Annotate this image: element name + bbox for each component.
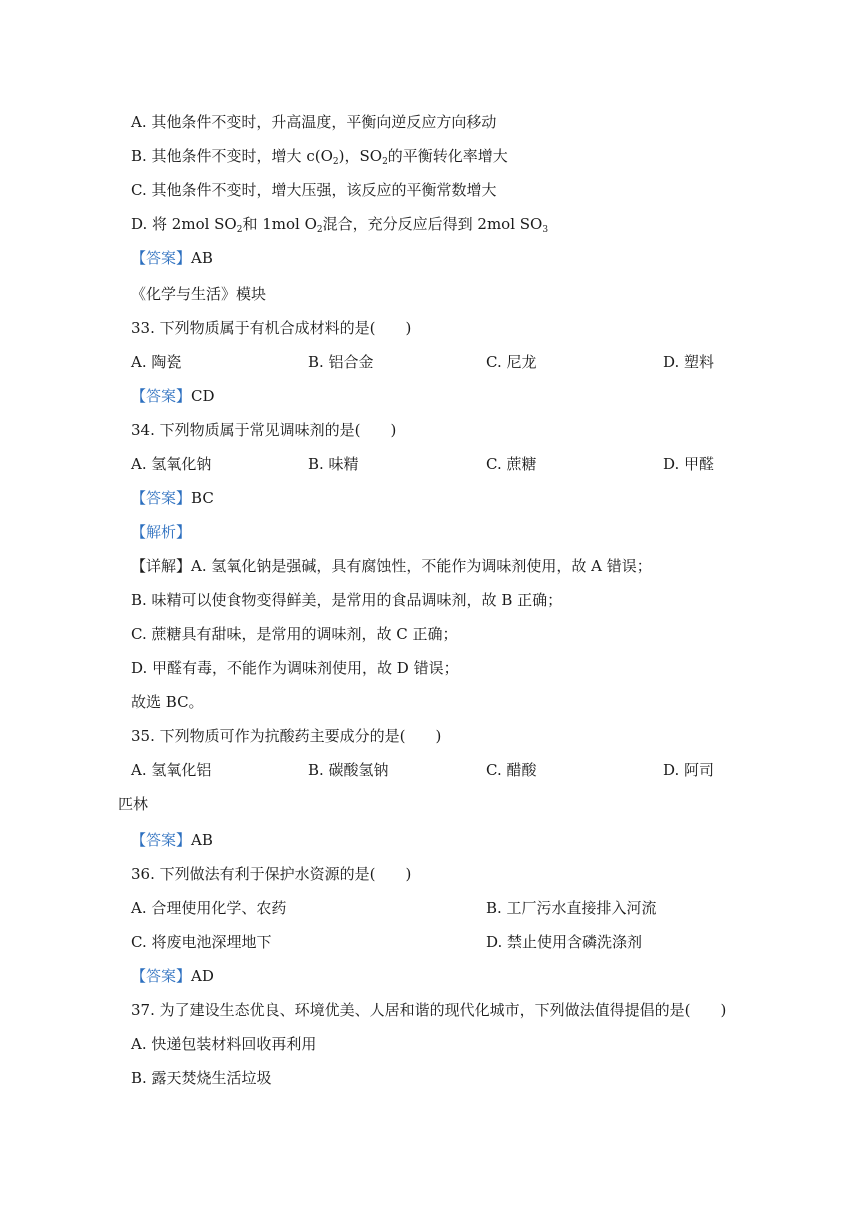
q36-answer: 【答案】AD [131,967,214,985]
q32-option-c: C. 其他条件不变时，增大压强，该反应的平衡常数增大 [131,181,497,199]
q34-stem: 34. 下列物质属于常见调味剂的是( ) [131,421,397,439]
q36-option-b: B. 工厂污水直接排入河流 [486,899,657,917]
q37-option-b: B. 露天焚烧生活垃圾 [131,1069,272,1087]
q34-detail-c: C. 蔗糖具有甜味，是常用的调味剂，故 C 正确； [131,625,458,643]
q34-answer: 【答案】BC [131,489,214,507]
q37-stem: 37. 为了建设生态优良、环境优美、人居和谐的现代化城市，下列做法值得提倡的是( ) [131,1001,727,1019]
q34-option-c: C. 蔗糖 [486,455,537,473]
q36-option-d: D. 禁止使用含磷洗涤剂 [486,933,643,951]
q33-option-b: B. 铝合金 [308,353,374,371]
q36-stem: 36. 下列做法有利于保护水资源的是( ) [131,865,412,883]
q32-option-d: D. 将 2mol $SO_2$和 1mol $O_2$混合，充分反应后得到 2mol $SO_3$ [131,215,549,235]
q35-stem: 35. 下列物质可作为抗酸药主要成分的是( ) [131,727,442,745]
q36-option-c: C. 将废电池深埋地下 [131,933,272,951]
q35-option-d-wrap: 匹林 [118,795,149,813]
q33-option-d: D. 塑料 [663,353,715,371]
q35-answer: 【答案】AB [131,831,213,849]
q34-detail-a: 【详解】A. 氢氧化钠是强碱，具有腐蚀性，不能作为调味剂使用，故 A 错误； [131,557,652,575]
q35-option-d: D. 阿司 [663,761,715,779]
q35-option-c: C. 醋酸 [486,761,537,779]
q35-option-b: B. 碳酸氢钠 [308,761,389,779]
q33-option-c: C. 尼龙 [486,353,537,371]
q32-answer: 【答案】AB [131,249,213,267]
q32-option-a: A. 其他条件不变时，升高温度，平衡向逆反应方向移动 [131,113,497,131]
q34-option-a: A. 氢氧化钠 [131,455,212,473]
q34-detail-b: B. 味精可以使食物变得鲜美，是常用的食品调味剂，故 B 正确； [131,591,563,609]
q34-detail-d: D. 甲醛有毒，不能作为调味剂使用，故 D 错误； [131,659,459,677]
q34-conclusion: 故选 BC。 [131,693,204,711]
q34-analysis-label: 【解析】 [131,523,192,541]
q33-answer: 【答案】CD [131,387,215,405]
q37-option-a: A. 快递包装材料回收再利用 [131,1035,317,1053]
q35-option-a: A. 氢氧化铝 [131,761,212,779]
module-title: 《化学与生活》模块 [131,285,267,303]
q34-option-d: D. 甲醛 [663,455,715,473]
q33-stem: 33. 下列物质属于有机合成材料的是( ) [131,319,412,337]
q33-option-a: A. 陶瓷 [131,353,182,371]
q36-option-a: A. 合理使用化学、农药 [131,899,287,917]
q34-option-b: B. 味精 [308,455,359,473]
q32-option-b: B. 其他条件不变时，增大 $c(O_2)$，$SO_2$的平衡转化率增大 [131,147,508,167]
